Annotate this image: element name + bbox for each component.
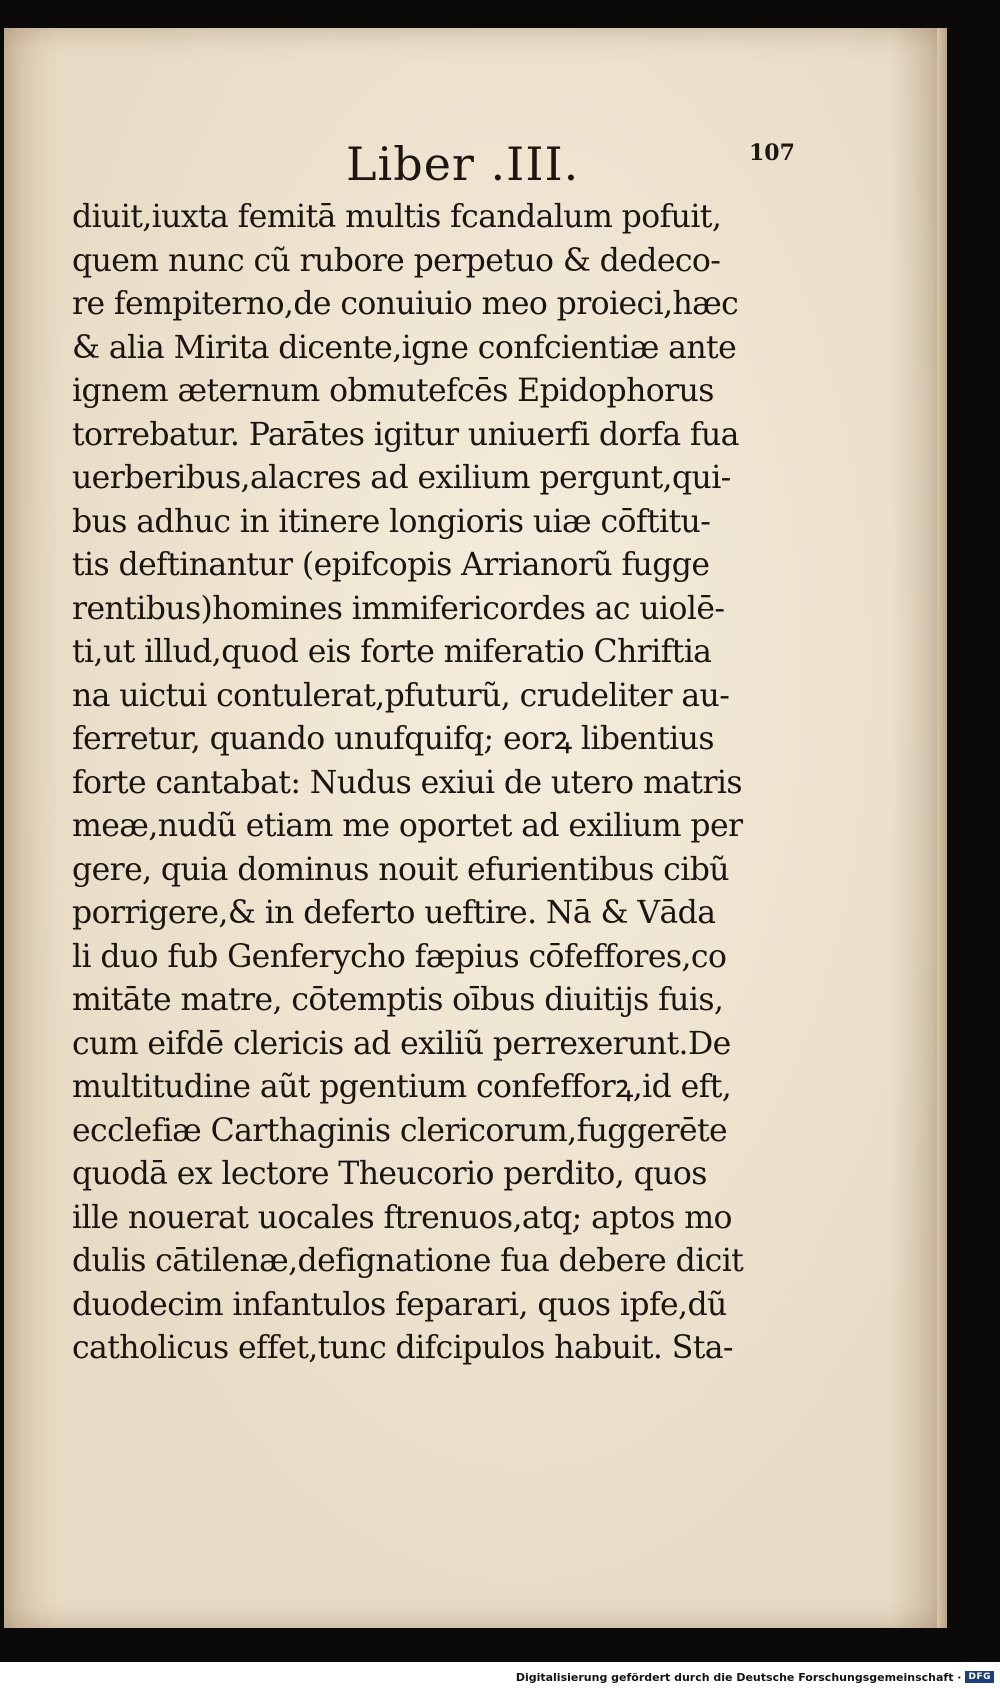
digitization-credit [514, 1668, 996, 1686]
text-line: ferretur, quando unufquifq; eorꝝ libentius [72, 721, 714, 757]
text-line: torrebatur. Parātes igitur uniuerfi dorfa fua [72, 416, 739, 453]
body-text [72, 196, 817, 1371]
credit-text: Digitalisierung gefördert durch die Deutsche Forschungsgemeinschaft · [515, 1670, 962, 1684]
text-line: diuit,iuxta femitā multis fcandalum pofuit, [72, 199, 722, 235]
page-number: 107 [749, 140, 795, 166]
text-line: ecclefiæ Carthaginis clericorum,fuggerēte [72, 1112, 728, 1149]
text-line: & alia Mirita dicente,igne confcientiæ ante [72, 329, 737, 366]
text-line: ignem æternum obmutefcēs Epidophorus [72, 373, 714, 409]
text-line: re fempiterno,de conuiuio meo proieci,hæc [72, 286, 739, 322]
text-line: ille nouerat uocales ftrenuos,atq; aptos mo [72, 1199, 732, 1236]
text-line: porrigere,& in deferto ueftire. Nā & Vāda [72, 895, 716, 931]
scanner-background [0, 1628, 1000, 1662]
text-line: meæ,nudũ etiam me oportet ad exilium per [72, 808, 743, 844]
text-line: uerberibus,alacres ad exilium pergunt,qui- [72, 460, 731, 496]
text-line: multitudine aũt pgentium confefforꝝ,id eft, [72, 1069, 732, 1105]
text-line: tis deftinantur (epifcopis Arrianorũ fugge [72, 547, 710, 583]
text-line: cum eifdē clericis ad exiliũ perrexerunt.De [72, 1025, 731, 1062]
text-line: bus adhuc in itinere longioris uiæ cōftitu- [72, 503, 711, 540]
text-line: dulis cātilenæ,defignatione fua debere dicit [72, 1243, 744, 1279]
text-line: quodā ex lectore Theucorio perdito, quos [72, 1156, 707, 1192]
text-line: na uictui contulerat,pfuturũ, crudeliter au- [72, 677, 730, 714]
text-line: ti,ut illud,quod eis forte miferatio Chriftia [72, 634, 712, 670]
text-line: duodecim infantulos feparari, quos ipfe,dũ [72, 1286, 727, 1323]
text-line: quem nunc cũ rubore perpetuo & dedeco- [72, 242, 721, 279]
page-header [4, 136, 947, 196]
text-line: rentibus)homines immifericordes ac uiolē- [72, 590, 725, 627]
book-page [4, 28, 947, 1628]
text-line: catholicus effet,tunc difcipulos habuit. Sta- [72, 1330, 733, 1366]
running-head: Liber .III. [346, 137, 580, 191]
text-line: mitāte matre, cōtemptis oībus diuitijs fuis, [72, 982, 724, 1018]
text-line: li duo fub Genferycho fæpius cōfeffores,co [72, 938, 727, 975]
text-line: forte cantabat: Nudus exiui de utero matris [72, 764, 742, 801]
page-edge [937, 28, 947, 1628]
text-line: gere, quia dominus nouit efurientibus cibũ [72, 851, 729, 888]
dfg-logo: DFG [965, 1671, 994, 1683]
